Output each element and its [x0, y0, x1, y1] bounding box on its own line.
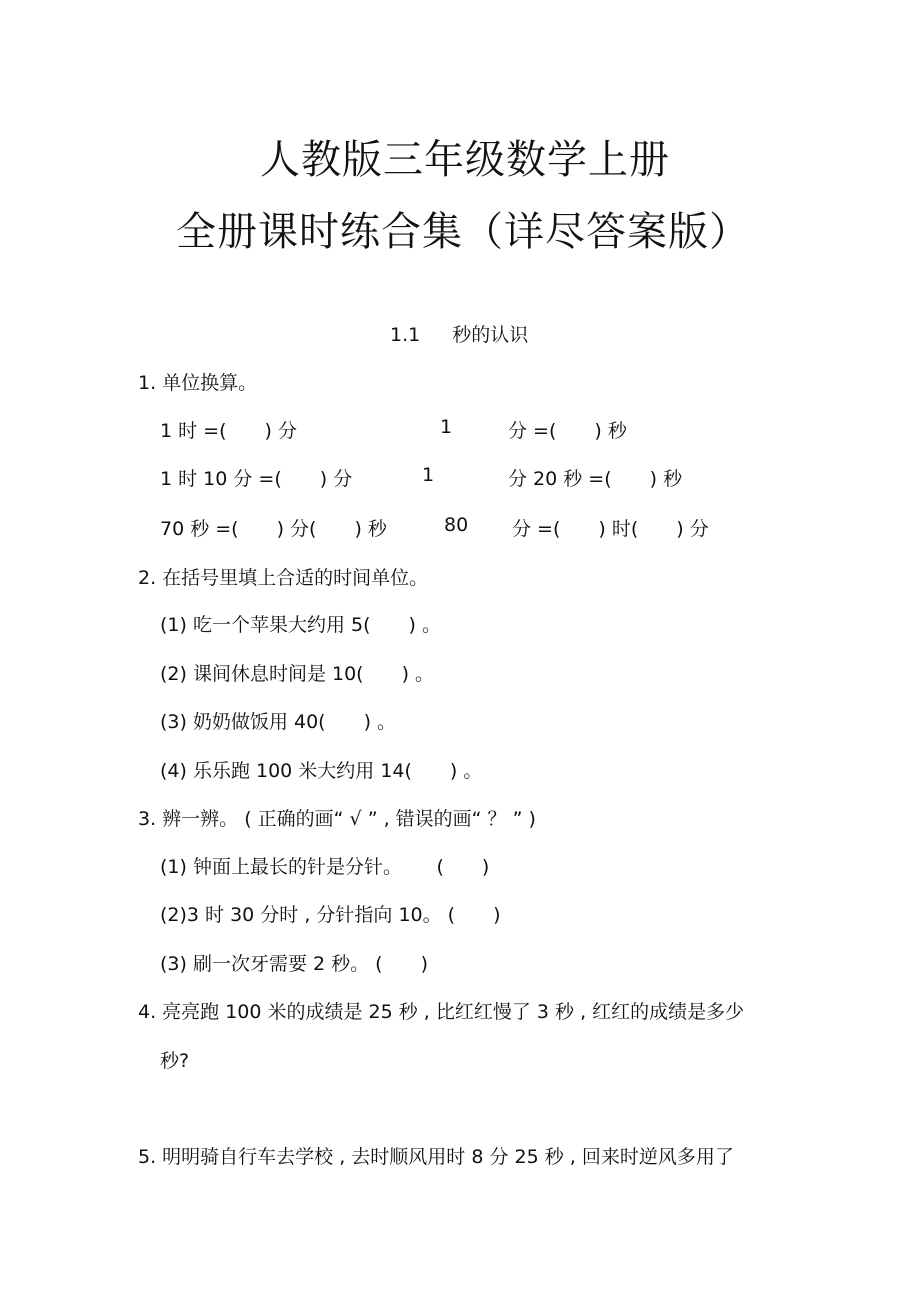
q2-heading: 2. 在括号里填上合适的时间单位。 — [138, 567, 429, 589]
q1-row3-mid: 80 — [444, 514, 469, 536]
q1-row1-right: 分 =( ) 秒 — [508, 420, 627, 442]
q3-item-1: (1) 钟面上最长的针是分针。 ( ) — [160, 856, 490, 878]
q3-item-2: (2)3 时 30 分时 , 分针指向 10。 ( ) — [160, 904, 501, 926]
q1-row3-right: 分 =( ) 时( ) 分 — [512, 518, 709, 540]
q1-row2-mid: 1 — [422, 464, 435, 486]
q2-item-4: (4) 乐乐跑 100 米大约用 14( ) 。 — [160, 760, 483, 782]
q1-heading: 1. 单位换算。 — [138, 372, 258, 394]
q4-line2: 秒? — [160, 1050, 190, 1072]
q4-line1: 4. 亮亮跑 100 米的成绩是 25 秒 , 比红红慢了 3 秒 , 红红的成绩是多少 — [138, 1001, 745, 1023]
section-name: 秒的认识 — [452, 324, 529, 346]
q1-row2-right: 分 20 秒 =( ) 秒 — [508, 468, 683, 490]
doc-title-line1: 人教版三年级数学上册 — [260, 137, 670, 183]
q2-item-1: (1) 吃一个苹果大约用 5( ) 。 — [160, 614, 441, 636]
q1-row2-left: 1 时 10 分 =( ) 分 — [160, 468, 353, 490]
q2-item-3: (3) 奶奶做饭用 40( ) 。 — [160, 711, 397, 733]
q1-row3-left: 70 秒 =( ) 分( ) 秒 — [160, 518, 387, 540]
q1-row1-mid: 1 — [440, 416, 453, 438]
section-heading — [390, 320, 528, 347]
q1-row1-left: 1 时 =( ) 分 — [160, 420, 297, 442]
q2-item-2: (2) 课间休息时间是 10( ) 。 — [160, 663, 435, 685]
q5-line1: 5. 明明骑自行车去学校 , 去时顺风用时 8 分 25 秒 , 回来时逆风多用了 — [138, 1146, 734, 1168]
q3-heading: 3. 辨一辨。 ( 正确的画“ √ ” , 错误的画“ ？ ” ) — [138, 808, 536, 830]
q3-item-3: (3) 刷一次牙需要 2 秒。 ( ) — [160, 953, 428, 975]
doc-title-line2: 全册课时练合集（详尽答案版） — [176, 209, 750, 255]
section-number: 1.1 — [390, 324, 421, 346]
